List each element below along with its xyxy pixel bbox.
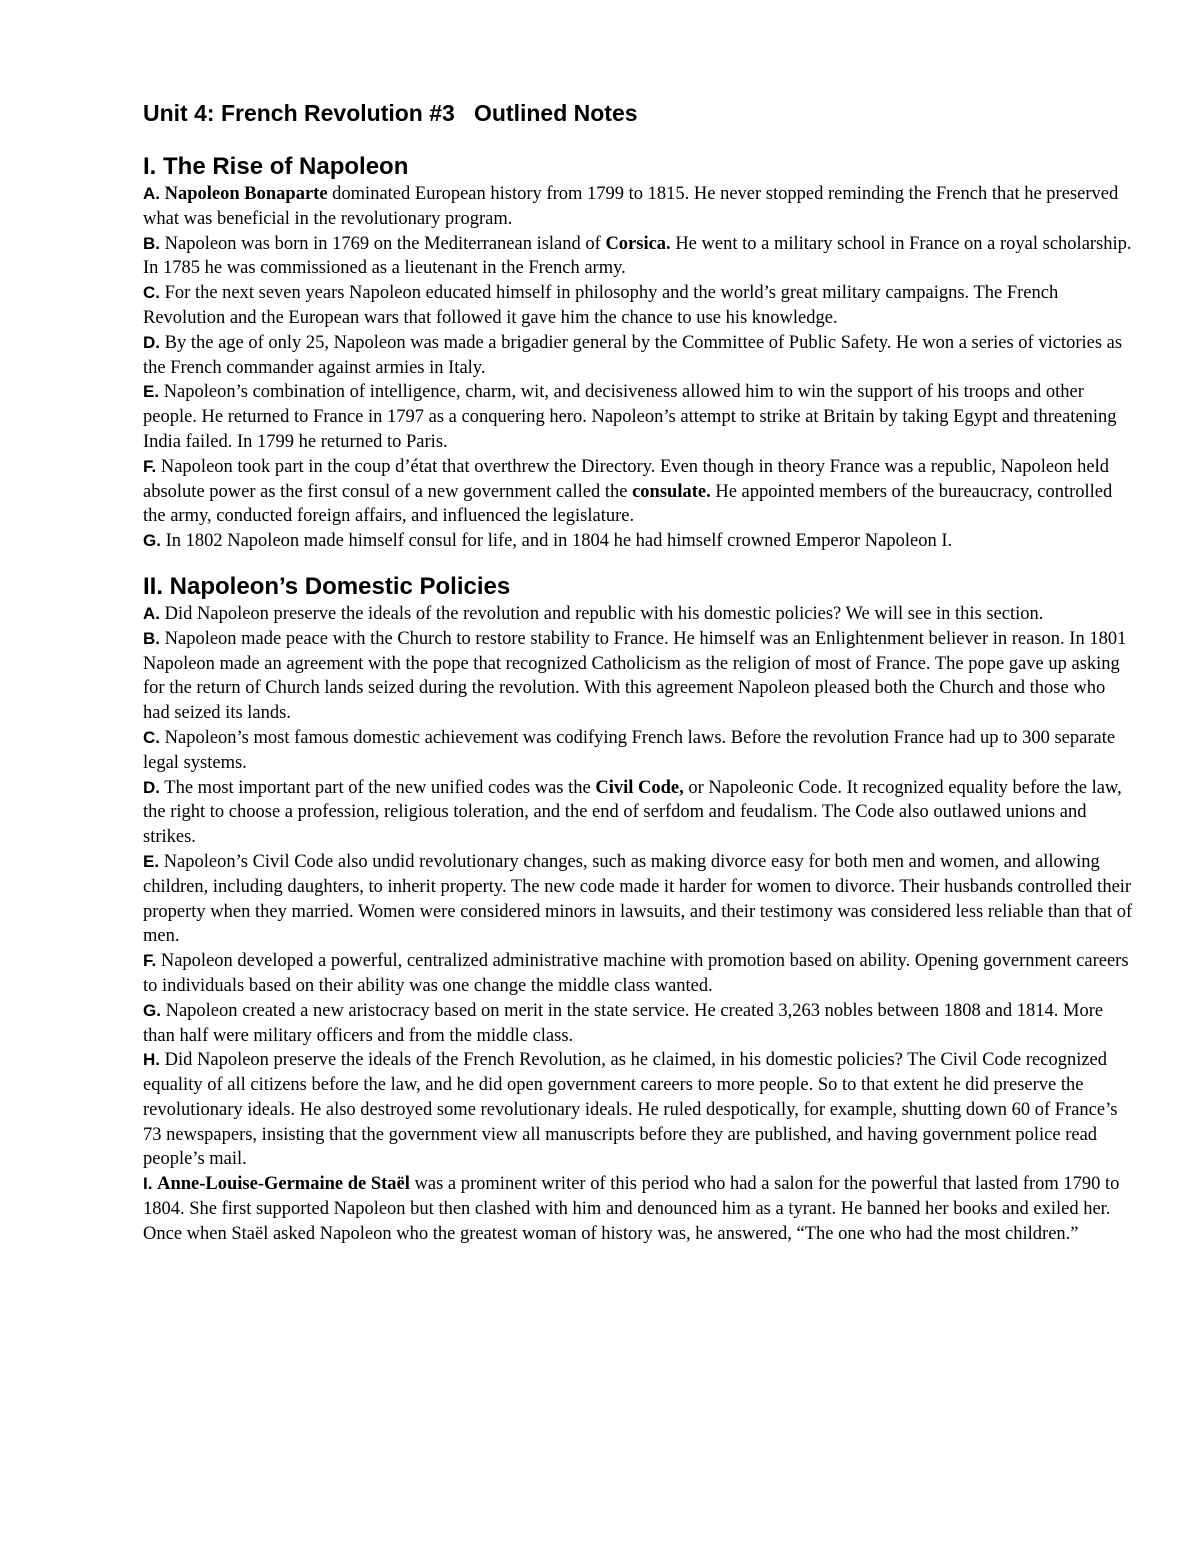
outline-item-text: Napoleon made peace with the Church to restore stability to France. He himself was an Enlightenment believer in reason. In 1801 Napoleon made an agreement with the pope that recognized Catholicism as the religion of most of France. The pope gave up asking for the return of Church lands seized during the revolution. With this agreement Napoleon pleased both the Church and those who had seized its lands.	[143, 628, 1127, 724]
key-term: Corsica.	[605, 233, 671, 254]
outline-item-letter: G.	[143, 1000, 161, 1020]
outline-item	[143, 1172, 1133, 1246]
outline-item-letter: I.	[143, 1174, 153, 1194]
outline-item-text: He went to a military school in France on a royal scholarship. In 1785 he was commissioned as a lieutenant in the French army.	[143, 233, 1132, 279]
outline-item	[143, 949, 1133, 999]
outline-item-text: In 1802 Napoleon made himself consul for life, and in 1804 he had himself crowned Emperor Napoleon I.	[160, 531, 953, 552]
outline-item-letter: D.	[143, 777, 160, 797]
key-term: Anne-Louise-Germaine de Staël	[157, 1174, 410, 1195]
section-2	[143, 572, 1133, 1247]
outline-item-letter: B.	[143, 628, 160, 648]
outline-item	[143, 850, 1133, 949]
outline-item	[143, 455, 1133, 529]
outline-item-text: Napoleon’s Civil Code also undid revolutionary changes, such as making divorce easy for both men and women, and allowing children, including daughters, to inherit property. The new code made it harder for women to divorce. Their husbands controlled their property when they married. Women were considered minors in lawsuits, and their testimony was considered less reliable than that of men.	[143, 851, 1133, 947]
outline-item-letter: F.	[143, 456, 157, 476]
outline-item	[143, 182, 1133, 232]
outline-item-text: By the age of only 25, Napoleon was made a brigadier general by the Committee of Public Safety. He won a series of victories as the French commander against armies in Italy.	[143, 332, 1123, 378]
outline-item-letter: C.	[143, 727, 160, 747]
outline-item	[143, 776, 1133, 850]
outline-item-letter: D.	[143, 332, 160, 352]
outline-item-letter: G.	[143, 531, 161, 551]
outline-item-text: Did Napoleon preserve the ideals of the revolution and republic with his domestic policies? We will see in this section.	[160, 603, 1044, 624]
outline-item-text: Did Napoleon preserve the ideals of the French Revolution, as he claimed, in his domestic policies? The Civil Code recognized equality of all citizens before the law, and he did open government careers to more people. So to that extent he did preserve the revolutionary ideals. He also destroyed some revolutionary ideals. He ruled despotically, for example, shutting down 60 of France’s 73 newspapers, insisting that the government view all manuscripts before they are published, and having government police read people’s mail.	[143, 1050, 1118, 1170]
outline-item	[143, 529, 1133, 554]
key-term: consulate.	[632, 481, 711, 502]
outline-item-letter: E.	[143, 382, 160, 402]
sections-container	[143, 152, 1133, 1247]
key-term: Napoleon Bonaparte	[164, 184, 328, 204]
outline-item-text: or Napoleonic Code. It recognized equality before the law, the right to choose a profession, religious toleration, and the end of serfdom and feudalism. The Code also outlawed unions and strikes.	[143, 777, 1122, 848]
outline-item	[143, 999, 1133, 1049]
outline-item-text: dominated European history from 1799 to 1815. He never stopped reminding the French that he preserved what was beneficial in the revolutionary program.	[143, 184, 1119, 229]
outline-item-letter: F.	[143, 951, 157, 971]
outline-item	[143, 1048, 1133, 1172]
section-heading: I. The Rise of Napoleon	[143, 153, 409, 180]
outline-item-text: Napoleon’s combination of intelligence, charm, wit, and decisiveness allowed him to win the support of his troops and other people. He returned to France in 1797 as a conquering hero. Napoleon’s attempt to strike at Britain by taking Egypt and threatening India failed. In 1799 he returned to Paris.	[143, 382, 1117, 452]
outline-item	[143, 602, 1133, 627]
outline-item-text: Napoleon created a new aristocracy based on merit in the state service. He created 3,263 nobles between 1808 and 1814. More than half were military officers and from the middle class.	[143, 1000, 1104, 1046]
outline-item-text: The most important part of the new unified codes was the	[160, 777, 596, 798]
outline-item-letter: B.	[143, 233, 160, 253]
outline-item-text: For the next seven years Napoleon educated himself in philosophy and the world’s great military campaigns. The French Revolution and the European wars that followed it gave him the chance to use his knowledge.	[143, 283, 1059, 328]
outline-item	[143, 232, 1133, 282]
document-page	[143, 98, 1133, 1265]
outline-item-text: Napoleon developed a powerful, centralized administrative machine with promotion based on ability. Opening government careers to individuals based on their ability was one change the middle class wanted.	[143, 951, 1129, 996]
section-heading: II. Napoleon’s Domestic Policies	[143, 572, 511, 600]
outline-item-text: Napoleon’s most famous domestic achievement was codifying French laws. Before the revolution France had up to 300 separate legal systems.	[143, 727, 1116, 773]
outline-item	[143, 726, 1133, 776]
outline-item	[143, 281, 1133, 331]
outline-item-text: Napoleon was born in 1769 on the Mediterranean island of	[160, 233, 606, 254]
outline-item-text: He appointed members of the bureaucracy, controlled the army, conducted foreign affairs, and influenced the legislature.	[143, 481, 1113, 527]
outline-item-letter: E.	[143, 851, 160, 871]
outline-item-letter: C.	[143, 283, 160, 303]
document-title: Unit 4: French Revolution #3 Outlined Notes	[143, 100, 638, 126]
outline-item	[143, 331, 1133, 381]
outline-item-letter: A.	[143, 603, 160, 623]
key-term: Civil Code,	[595, 777, 684, 798]
outline-item-text: was a prominent writer of this period who had a salon for the powerful that lasted from 1790 to 1804. She first supported Napoleon but then clashed with him and denounced him as a tyrant. He banned her books and exiled her. Once when Staël asked Napoleon who the greatest woman of history was, he answered, “The one who had the most children.”	[143, 1174, 1120, 1244]
section-1	[143, 152, 1133, 554]
outline-item-letter: A.	[143, 184, 160, 203]
outline-item	[143, 380, 1133, 454]
outline-item	[143, 627, 1133, 726]
outline-item-letter: H.	[143, 1050, 160, 1070]
outline-item-text: Napoleon took part in the coup d’état that overthrew the Directory. Even though in theory France was a republic, Napoleon held absolute power as the first consul of a new government called the	[143, 456, 1110, 502]
